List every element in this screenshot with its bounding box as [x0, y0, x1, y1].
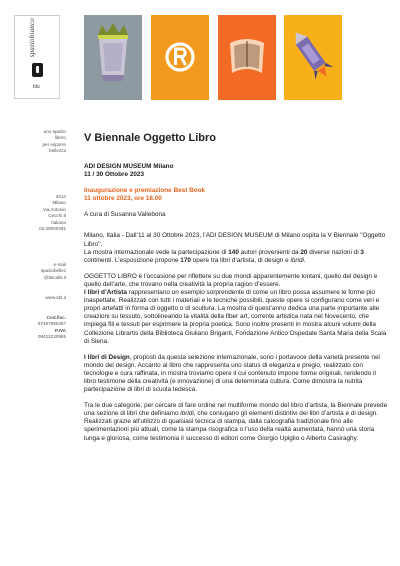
logo-badge-label: blu: [33, 84, 40, 90]
sidebar-tagline: [14, 129, 66, 155]
code-value: 97487990257: [37, 321, 66, 327]
event-dates: 11 / 30 Ottobre 2023: [84, 171, 145, 179]
sidebar-contact: [14, 262, 66, 281]
intro-text: opere tra libri d’artista, di design e: [190, 256, 291, 264]
address-line: Cecchi 8: [48, 213, 66, 219]
address-line: Milano: [52, 200, 66, 206]
paragraph-emphasis: ibridi: [180, 410, 194, 418]
paragraph-text: Tra le due categorie, per cercare di fare ordine nel multiforme mondo del libro d’artista, la Biennale prevede una sezione di libri che definiamo: [84, 402, 388, 418]
tile-scroll-book: [218, 15, 276, 100]
paragraph-artist-books: [84, 273, 388, 346]
logo-wordmark: spaziobianco: [28, 18, 36, 58]
address-line: Italiana: [51, 219, 66, 225]
address-line: Via Antonio: [42, 206, 66, 212]
paragraph-text: OGGETTO LIBRO è l’occasione per riflettere su due mondi apparentemente lontani, quello del design e quello dell’arte, che trovano nella creatività la propria ragion d’essere.: [84, 272, 378, 288]
intro-emphasis: ibridi.: [290, 256, 306, 264]
tile-crown-book: [84, 15, 142, 100]
address-line: 2014: [55, 194, 66, 199]
intro-text: Milano, Italia - Dall’11 al 30 Ottobre 2023, l’ADI DESIGN MUSEUM di Milano ospita la V Biennale "Oggetto Libro".: [84, 232, 386, 248]
intro-text: autori provenienti da: [238, 248, 301, 256]
sidebar-website[interactable]: www.sbt.it: [45, 295, 66, 300]
curator: A cura di Susanna Vallebona: [84, 211, 166, 219]
paragraph-intro: [84, 232, 388, 264]
crown-book-icon: [84, 15, 142, 100]
registered-mark-icon: [151, 15, 209, 100]
intro-text: La mostra internazionale vede la partecipazione di: [84, 248, 229, 256]
venue: ADI DESIGN MUSEUM Milano: [84, 163, 174, 170]
authors-count: 140: [228, 248, 239, 256]
intro-text: continenti. L’esposizione propone: [84, 256, 181, 264]
paragraph-text: , che coniugano gli elementi distintivi dei libri d’artista e di design. Realizzati grazie all’utilizzo di qualsiasi tecnica di stampa, dalla calcografia tradizionale fino alle sperimentazioni più attuali, come la stampa risografica o l’uso della realtà aumentata, hanno una storia lunga e gloriosa, come testimonia il successo di editori come Giorgio Upiglio o Alberto Casiraghy.: [84, 410, 379, 442]
scroll-book-icon: [218, 15, 276, 100]
page-title: V Biennale Oggetto Libro: [84, 132, 217, 144]
countries-count: 20: [300, 248, 308, 256]
logo-badge-icon: [32, 63, 43, 77]
rocket-book-icon: [284, 15, 342, 100]
paragraph-text: , proposti da questa selezione internazionale, sono i portavoce della varietà presente nel mondo del design. Accanto al libro che rappresenta uno status di eleganza e pregio, realizzato con tecnologie e cura raffinata, in mostra troviamo opere il cui contenuto impone forme originali, rendendo il libro testimone della creatività (e innovazione) di una determinata cultura. Come dimostra la nutrita partecipazione di libri di scuola tedesca.: [84, 353, 380, 394]
contact-line: e-mail: [53, 262, 66, 267]
section-heading: I libri d’Artista: [84, 289, 127, 297]
tagline-line: bellezza: [49, 148, 66, 154]
contact-line[interactable]: spaziobellez: [40, 268, 66, 274]
tile-rocket-book: [284, 15, 342, 100]
sidebar-address: [14, 194, 66, 232]
code-label: P.IVA: [54, 327, 66, 333]
press-release-body: [84, 163, 388, 443]
contact-line[interactable]: @tiscalis.it: [43, 274, 66, 280]
code-label: Cod.fisc.: [46, 315, 66, 320]
intro-text: diverse nazioni di: [307, 248, 361, 256]
ceremony-title: Inaugurazione e premiazione Best Book: [84, 187, 206, 195]
tile-registered-mark: [151, 15, 209, 100]
sidebar-codes: [14, 315, 66, 341]
section-heading: I libri di Design: [84, 353, 130, 361]
paragraph-hybrid-books: [84, 402, 388, 442]
address-line: 02.48000291: [39, 226, 66, 232]
continents-count: 3: [360, 248, 364, 256]
tagline-line: uno spazio: [43, 129, 66, 134]
ceremony-date: 11 ottobre 2023, ore 18.00: [84, 195, 162, 203]
tagline-line: libero: [54, 135, 66, 141]
paragraph-design-books: [84, 354, 388, 394]
paragraph-text: rappresentano un esempio sorprendente di come un libro possa assumere le forme più inaspettate. Realizzati con tutti i materiali e le tecniche possibili, queste opere si configurano come veri e propri artefatti in forma di oggetto o di scultura. La mostra di quest’anno dedica una parte importante alle creazioni su tessuto, sottolineando la vitalità della fiber art, corrente artistica nata nel Novecento, che impiega fili e tessuti per esprimere la propria poetica. Sono inoltre presenti in mostra alcuni volumi della Collezione Librartis della Biblioteca Giuliano Briganti, Fondazione Antico Ospedale Santa Maria della Scala di Siena.: [84, 289, 387, 345]
tagline-line: per esporre: [42, 141, 66, 147]
code-value: 08422230965: [37, 334, 66, 340]
works-count: 170: [180, 256, 191, 264]
